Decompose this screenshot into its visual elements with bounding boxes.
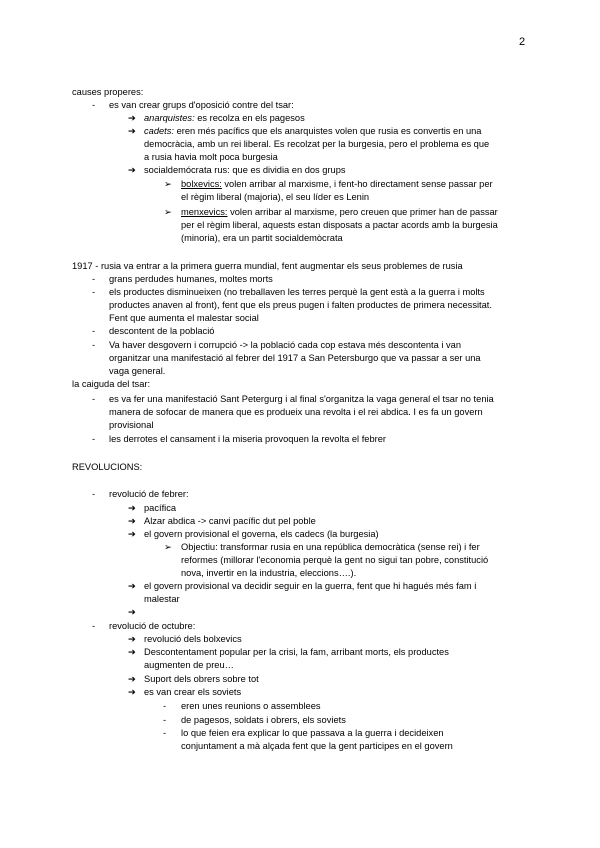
octubre-item-2-line-2: augmenten de preu… — [144, 660, 234, 670]
dash-bullet: - — [163, 728, 167, 738]
bolxevics-line-1 — [181, 178, 493, 191]
triangle-bullet-icon: ➢ — [164, 179, 172, 189]
arrow-bullet-icon: ➔ — [128, 529, 136, 539]
arrow-bullet-icon: ➔ — [128, 687, 136, 697]
dash-bullet: - — [92, 489, 96, 499]
cadets-term: cadets: — [144, 126, 174, 136]
war-item-1: grans perdudes humanes, moltes morts — [109, 274, 273, 284]
war-item-4-line-2: organitzar una manifestació al febrer del 1917 a San Petersburgo que va passar a ser una — [109, 353, 481, 363]
cadets-line-1 — [144, 125, 481, 138]
anarquistes-line — [144, 112, 305, 125]
octubre-item-2-line-1: Descontentament popular per la crisi, la fam, arribant morts, els productes — [144, 647, 449, 657]
page-number: 2 — [519, 36, 526, 48]
febrer-item-4-line-2: malestar — [144, 594, 180, 604]
heading-revolucions: REVOLUCIONS: — [72, 462, 143, 472]
soviets-item-3-line-1: lo que feien era explicar lo que passava a la guerra i decideixen — [181, 728, 444, 738]
bolxevics-term: bolxevics: — [181, 179, 222, 189]
soviets-item-2: de pagesos, soldats i obrers, els soviets — [181, 715, 346, 725]
cadets-line-3: a rusia havia molt poca burgesia — [144, 152, 278, 162]
dash-bullet: - — [92, 394, 96, 404]
heading-1917: 1917 - rusia va entrar a la primera guerra mundial, fent augmentar els seus problemes de rusia — [72, 261, 463, 271]
febrer-item-4-line-1: el govern provisional va decidir seguir en la guerra, fent que hi hagués més fam i — [144, 581, 477, 591]
war-item-4-line-3: vaga general. — [109, 366, 166, 376]
heading-caiguda: la caiguda del tsar: — [72, 379, 151, 389]
dash-bullet: - — [92, 100, 96, 110]
febrer-item-3: el govern provisional el governa, els cadecs (la burgesia) — [144, 529, 379, 539]
menxevics-text: volen arribar al marxisme, pero creuen que primer han de passar — [227, 207, 498, 217]
war-item-4-line-1: Va haver desgovern i corrupció -> la població cada cop estava més descontenta i van — [109, 340, 462, 350]
anarquistes-text: es recolza en els pagesos — [194, 113, 305, 123]
dash-bullet: - — [92, 434, 96, 444]
dash-bullet: - — [163, 715, 167, 725]
menxevics-term: menxevics: — [181, 207, 228, 217]
objectiu-line-3: nova, invertir en la industria, eleccions….). — [181, 568, 357, 578]
dash-bullet: - — [92, 287, 96, 297]
triangle-bullet-icon: ➢ — [164, 207, 172, 217]
arrow-bullet-icon: ➔ — [128, 674, 136, 684]
dash-bullet: - — [92, 621, 96, 631]
dash-bullet: - — [92, 274, 96, 284]
arrow-bullet-icon: ➔ — [128, 607, 136, 617]
menxevics-line-2: per el règim liberal, aquests estan disposats a pactar acords amb la burgesia — [181, 220, 498, 230]
heading-causes: causes properes: — [72, 87, 144, 97]
octubre-item-1: revolució dels bolxevics — [144, 634, 242, 644]
fall-item-2: les derrotes el cansament i la miseria provoquen la revolta el febrer — [109, 434, 386, 444]
cadets-text: eren més pacífics que els anarquistes volen que rusia es convertis en una — [173, 126, 482, 136]
febrer-heading: revolució de febrer: — [109, 489, 189, 499]
arrow-bullet-icon: ➔ — [128, 647, 136, 657]
war-item-3: descontent de la població — [109, 326, 215, 336]
cadets-line-2: democràcia, amb un rei liberal. Es recolzat per la burgesia, pero el problema es que — [144, 139, 490, 149]
bolxevics-text: volen arribar al marxisme, i fent-ho directament sense passar per — [221, 179, 493, 189]
soviets-item-1: eren unes reunions o assemblees — [181, 701, 321, 711]
war-item-2-line-2: productes anaven al front), fent que els preus pugen i falten productes de primera necessitat. — [109, 300, 492, 310]
social-line: socialdemócrata rus: que es dividia en dos grups — [144, 165, 346, 175]
menxevics-line-1 — [181, 206, 498, 219]
octubre-item-4: es van crear els soviets — [144, 687, 242, 697]
fall-item-1-line-3: provisional — [109, 420, 154, 430]
war-item-2-line-1: els productes disminueixen (no treballaven les terres perquè la gent està a la guerra i molts — [109, 287, 485, 297]
dash-bullet: - — [92, 340, 96, 350]
febrer-item-2: Alzar abdica -> canvi pacífic dut pel poble — [144, 516, 316, 526]
menxevics-line-3: (minoria), era un partit socialdemòcrata — [181, 233, 343, 243]
anarquistes-term: anarquistes: — [144, 113, 195, 123]
causes-item-1: es van crear grups d'oposició contre del tsar: — [109, 100, 294, 110]
dash-bullet: - — [163, 701, 167, 711]
arrow-bullet-icon: ➔ — [128, 113, 136, 123]
arrow-bullet-icon: ➔ — [128, 165, 136, 175]
bolxevics-line-2: el règim liberal (majoria), el seu líder es Lenin — [181, 192, 370, 202]
arrow-bullet-icon: ➔ — [128, 126, 136, 136]
triangle-bullet-icon: ➢ — [164, 542, 172, 552]
fall-item-1-line-1: es va fer una manifestació Sant Petergurg i al final s'organitza la vaga general el tsar no tenia — [109, 394, 494, 404]
objectiu-line-1: Objectiu: transformar rusia en una república democràtica (sense rei) i fer — [181, 542, 480, 552]
arrow-bullet-icon: ➔ — [128, 634, 136, 644]
octubre-heading: revolució de octubre: — [109, 621, 196, 631]
febrer-item-1: pacífica — [144, 503, 177, 513]
soviets-item-3-line-2: conjuntament a mà alçada fent que la gent participes en el govern — [181, 741, 453, 751]
arrow-bullet-icon: ➔ — [128, 516, 136, 526]
arrow-bullet-icon: ➔ — [128, 503, 136, 513]
arrow-bullet-icon: ➔ — [128, 581, 136, 591]
octubre-item-3: Suport dels obrers sobre tot — [144, 674, 259, 684]
objectiu-line-2: reformes (millorar l'economia perquè la gent no sigui tan pobre, constitució — [181, 555, 489, 565]
war-item-2-line-3: Fent que aumenta el malestar social — [109, 313, 259, 323]
dash-bullet: - — [92, 326, 96, 336]
fall-item-1-line-2: manera de sofocar de manera que es produeix una revolta i el rei abdica. I es fa un govern — [109, 407, 483, 417]
